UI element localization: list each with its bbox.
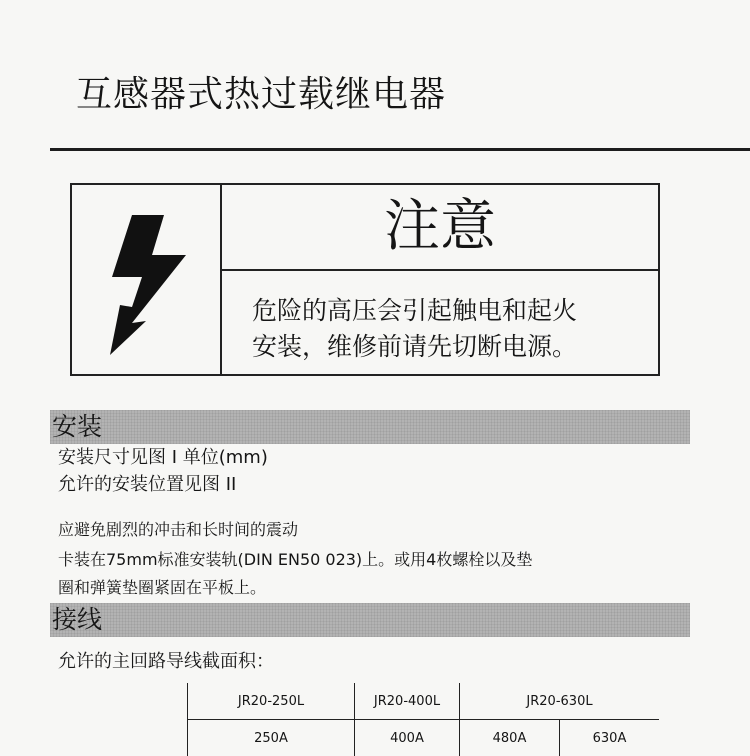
warning-icon-cell: [72, 185, 222, 374]
warning-line-2: 安装，维修前请先切断电源。: [252, 329, 652, 365]
install-line-vibration: 应避免剧烈的冲击和长时间的震动: [58, 517, 298, 540]
table-header-cell: JR20-630L: [460, 683, 660, 720]
page-title: 互感器式热过载继电器: [76, 66, 446, 117]
table-cell: 630A: [560, 720, 660, 756]
section-heading-wiring: 接线: [50, 603, 690, 637]
high-voltage-lightning-icon: [102, 215, 192, 355]
install-line-positions: 允许的安装位置见图 II: [58, 470, 236, 496]
table-cell: 400A: [355, 720, 460, 756]
warning-box: [70, 183, 660, 376]
install-line-washers: 圈和弹簧垫圈紧固在平板上。: [58, 575, 266, 598]
table-cell: 480A: [460, 720, 560, 756]
table-header-cell: JR20-250L: [188, 683, 355, 720]
section-heading-install: 安装: [50, 410, 690, 444]
table-cell: 250A: [188, 720, 355, 756]
warning-title: 注意: [222, 185, 658, 271]
table-header-cell: JR20-400L: [355, 683, 460, 720]
title-divider: [50, 148, 750, 151]
cross-section-table: [187, 683, 659, 756]
install-line-rail: 卡装在75mm标准安装轨(DIN EN50 023)上。或用4枚螺栓以及垫: [58, 547, 532, 570]
warning-line-1: 危险的高压会引起触电和起火: [252, 293, 652, 329]
wiring-intro: 允许的主回路导线截面积：: [58, 647, 274, 673]
table-header-row: [188, 683, 660, 720]
install-line-dimensions: 安装尺寸见图 I 单位(mm): [58, 443, 268, 469]
warning-message: [252, 293, 652, 365]
